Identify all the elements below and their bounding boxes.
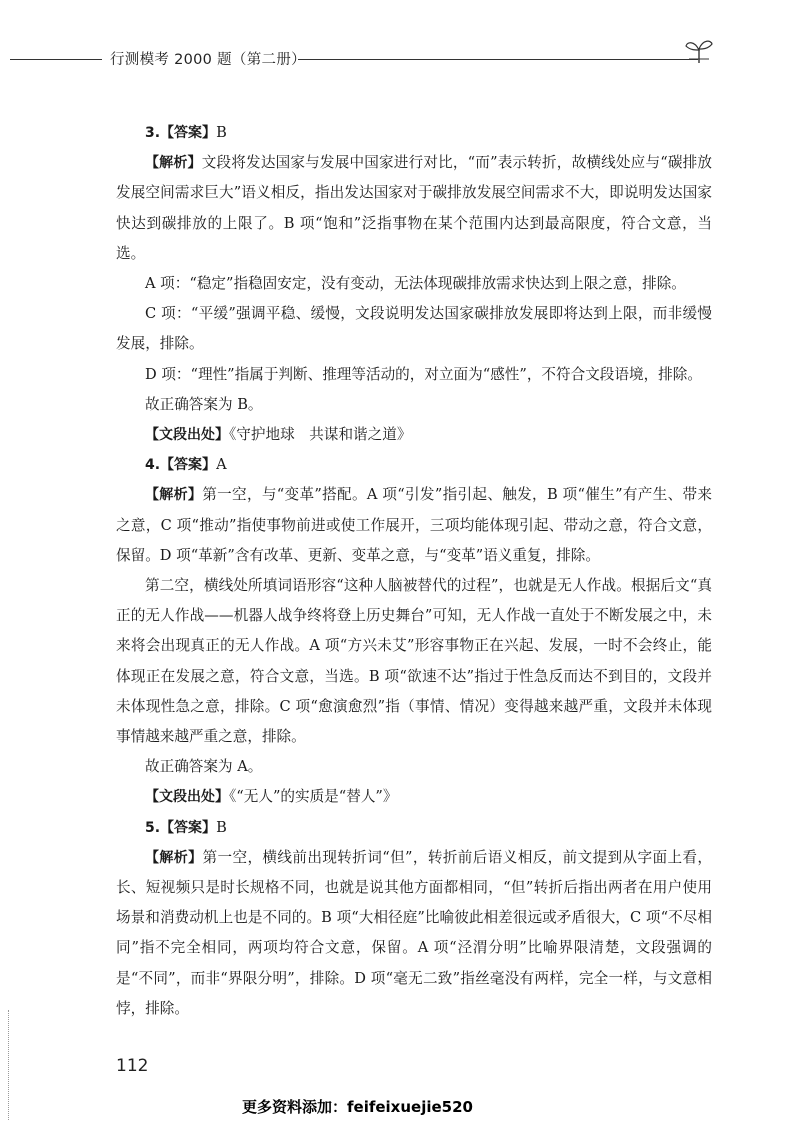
running-header: [0, 44, 800, 74]
conclusion-3: 故正确答案为 B。: [145, 395, 263, 413]
binding-margin: [8, 1010, 11, 1120]
conclusion-4: 故正确答案为 A。: [145, 758, 263, 776]
answer-label: 3.【答案】: [145, 125, 217, 141]
analysis-4-second-blank: 第二空，横线处所填词语形容“这种人脑被替代的过程”，也就是无人作战。根据后文“真正的无人作战——机器人战争终将登上历史舞台”可知，无人作战一直处于不断发展之中，未来将会出现真正的无人作战。A 项“方兴未艾”形容事物正在兴起、发展，一时不会终止，能体现正在发展之意，符合文意，当选。B 项“欲速不达”指过于性急反而达不到目的，文段并未体现性急之意，排除。C 项“愈演愈烈”指（事情、情况）变得越来越严重，文段并未体现事情越来越严重之意，排除。: [116, 577, 712, 746]
sprout-icon: [684, 38, 714, 64]
source-label: 【文段出处】: [145, 789, 229, 806]
analysis-label: 【解析】: [145, 849, 203, 866]
analysis-5: 【解析】第一空，横线前出现转折词“但”，转折前后语义相反，前文提到从字面上看，长、短视频只是时长规格不同，也就是说其他方面都相同，“但”转折后指出两者在用户使用场景和消费动机上也是不同的。B 项“大相径庭”比喻彼此相差很远或矛盾很大，C 项“不尽相同”指不完全相同，两项均符合文意，保留。A 项“泾渭分明”比喻界限清楚，文段强调的是“不同”，而非“界限分明”，排除。D 项“毫无二致”指丝毫没有两样，完全一样，与文意相悖，排除。: [116, 848, 712, 1017]
answer-4: 4.【答案】A: [145, 456, 227, 474]
option-a-note: A 项：“稳定”指稳固安定，没有变动，无法体现碳排放需求快达到上限之意，排除。: [145, 275, 686, 293]
analysis-label: 【解析】: [145, 487, 203, 504]
source-3: 【文段出处】《守护地球 共谋和谐之道》: [145, 426, 412, 444]
analysis-label: 【解析】: [145, 155, 202, 172]
option-d-note: D 项：“理性”指属于判断、推理等活动的，对立面为“感性”，不符合文段语境，排除。: [145, 365, 702, 383]
header-rule-right: [298, 59, 698, 60]
answer-label: 4.【答案】: [145, 457, 217, 474]
footer-note: 更多资料添加：feifeixuejie520: [242, 1098, 473, 1116]
source-4: 【文段出处】《“无人”的实质是“替人”》: [145, 788, 398, 806]
answer-5: 5.【答案】B: [145, 818, 227, 836]
answer-explanations: [116, 118, 712, 1024]
source-label: 【文段出处】: [145, 427, 229, 444]
header-rule-left: [10, 59, 102, 60]
answer-label: 5.【答案】: [145, 819, 217, 836]
answer-3: 3.【答案】B: [145, 124, 227, 141]
analysis-3: 【解析】文段将发达国家与发展中国家进行对比，“而”表示转折，故横线处应与“碳排放发展空间需求巨大”语义相反，指出发达国家对于碳排放发展空间需求不大，即说明发达国家快达到碳排放的上限了。B 项“饱和”泛指事物在某个范围内达到最高限度，符合文意，当选。: [116, 154, 713, 262]
book-title: 行测模考 2000 题（第二册）: [110, 52, 306, 68]
analysis-4-first-blank: 【解析】第一空，与“变革”搭配。A 项“引发”指引起、触发，B 项“催生”有产生、带来之意，C 项“推动”指使事物前进或使工作展开，三项均能体现引起、带动之意，符合文意，保留。D 项“革新”含有改革、更新、变革之意，与“变革”语义重复，排除。: [116, 486, 712, 564]
page-number: 112: [116, 1056, 149, 1076]
option-c-note: C 项：“平缓”强调平稳、缓慢，文段说明发达国家碳排放发展即将达到上限，而非缓慢发展，排除。: [116, 305, 712, 353]
